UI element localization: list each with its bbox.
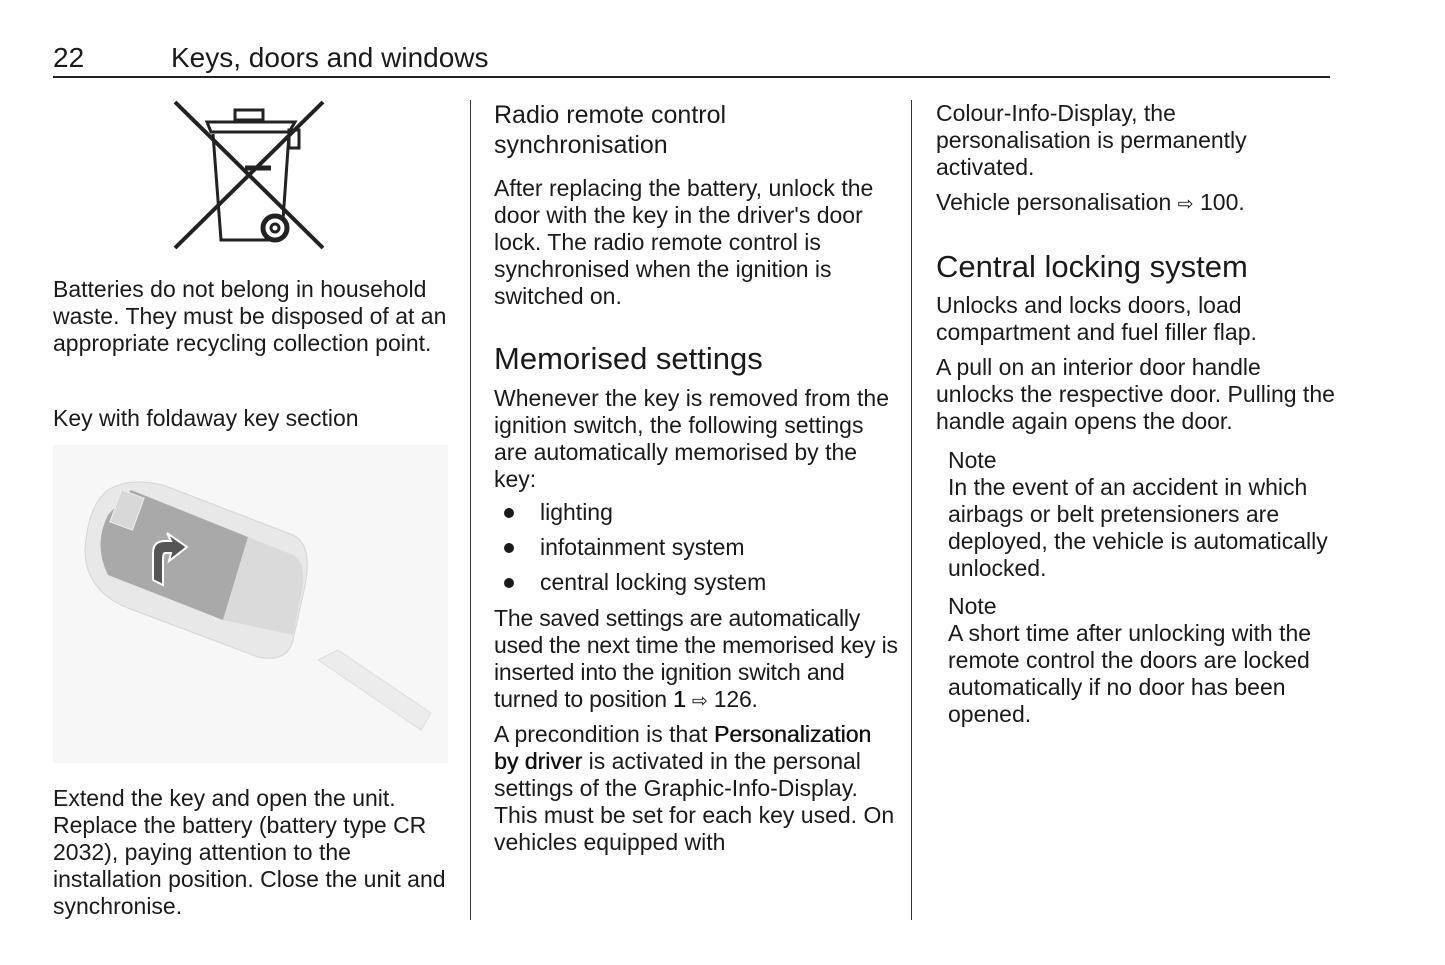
foldaway-key-illustration xyxy=(53,445,448,763)
page-reference[interactable]: 126. xyxy=(707,686,758,712)
saved-settings-text: The saved settings are automatically used the next time the memorised key is inserted into the ignition switch and turned to position 1 ⇨ 126. xyxy=(494,605,899,715)
memorised-intro: Whenever the key is removed from the ignition switch, the following settings are automatically memorised by the key: xyxy=(494,385,889,492)
crossed-out-wheelie-bin-icon xyxy=(171,100,327,252)
column-divider xyxy=(470,100,471,920)
list-item: central locking system xyxy=(494,565,766,600)
note-text: A short time after unlocking with the remote control the doors are locked automatically if no door has been opened. xyxy=(948,620,1312,727)
note-label: Note xyxy=(948,447,997,473)
bullet-icon xyxy=(504,508,514,518)
bullet-icon xyxy=(504,543,514,553)
continued-text: Colour-Info-Display, the personalisation is permanently activated. xyxy=(936,100,1247,180)
note-2 xyxy=(948,593,1338,728)
bullet-icon xyxy=(504,578,514,588)
battery-replacement-text: Extend the key and open the unit. Replace the battery (battery type CR 2032), paying attention to the installation position. Close the unit and synchronise. xyxy=(53,785,446,919)
memorised-list xyxy=(494,495,766,600)
column-divider xyxy=(911,100,912,920)
page-number: 22 xyxy=(53,42,85,73)
note-1 xyxy=(948,447,1338,582)
vehicle-personalisation-ref: Vehicle personalisation ⇨ 100. xyxy=(936,189,1336,218)
precondition-text: A precondition is that Personalization by driver is activated in the personal settings of the Graphic-Info-Display. This must be set for each key used. On vehicles equipped with xyxy=(494,721,895,855)
central-locking-heading: Central locking system xyxy=(936,249,1248,284)
page-header xyxy=(53,40,1330,78)
memorised-settings-heading: Memorised settings xyxy=(494,341,763,376)
page-reference-arrow-icon: ⇨ xyxy=(1177,194,1194,215)
list-item: lighting xyxy=(494,495,766,530)
sync-heading: Radio remote control synchronisation xyxy=(494,101,727,159)
page-reference[interactable]: 100. xyxy=(1193,189,1245,215)
note-text: In the event of an accident in which airbags or belt pretensioners are deployed, the vehicle is automatically unlocked. xyxy=(948,474,1328,581)
central-locking-text-1: Unlocks and locks doors, load compartment and fuel filler flap. xyxy=(936,292,1257,345)
chapter-title: Keys, doors and windows xyxy=(171,42,489,73)
list-item: infotainment system xyxy=(494,530,766,565)
disposal-text: Batteries do not belong in household waste. They must be disposed of at an appropriate recycling collection point. xyxy=(53,276,447,356)
key-section-heading: Key with foldaway key section xyxy=(53,405,359,431)
page-reference-arrow-icon: ⇨ xyxy=(691,691,708,712)
central-locking-text-2: A pull on an interior door handle unlocks the respective door. Pulling the handle again opens the door. xyxy=(936,354,1335,434)
note-label: Note xyxy=(948,593,997,619)
sync-text: After replacing the battery, unlock the door with the key in the driver's door lock. The radio remote control is synchronised when the ignition is switched on. xyxy=(494,175,874,309)
